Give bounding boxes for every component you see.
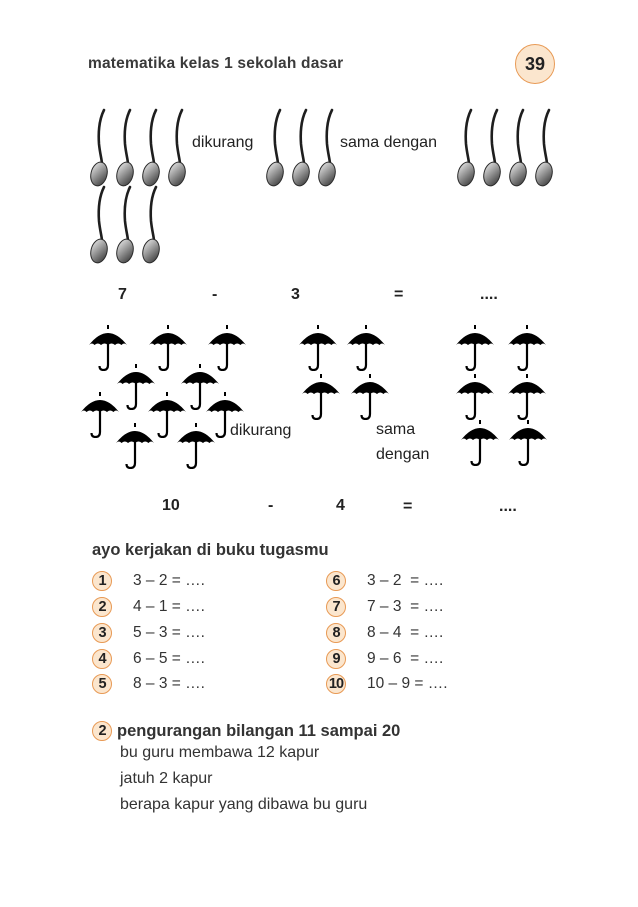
- header-title: matematika kelas 1 sekolah dasar: [88, 55, 344, 72]
- exercise-text: 7 – 3 = ….: [367, 598, 444, 615]
- exercise-item: [326, 648, 443, 670]
- umbrella-icon: [347, 325, 385, 370]
- exercise-number: 3: [92, 623, 112, 643]
- umbrella-icon: [299, 325, 337, 370]
- exercise-text: 3 – 2 = ….: [133, 572, 205, 589]
- exercise-number: 8: [326, 623, 346, 643]
- umbrella-eq-10: 10: [162, 497, 180, 514]
- umbrella-eq-answer: ....: [499, 498, 517, 515]
- exercise-item: [92, 570, 205, 592]
- umbrella-icon: [461, 420, 499, 465]
- umbrella-eq-4: 4: [336, 497, 345, 514]
- section-number: 2: [92, 721, 112, 741]
- exercise-number: 2: [92, 597, 112, 617]
- exercise-item: [326, 570, 443, 592]
- umbrella-group-6: [456, 325, 547, 465]
- umbrella-equals-label-line1: sama: [376, 421, 416, 438]
- umbrella-icon: [508, 325, 546, 370]
- umbrella-icon: [148, 392, 186, 437]
- umbrella-icon: [116, 423, 154, 468]
- exercise-text: 8 – 4 = ….: [367, 624, 444, 641]
- exercise-text: 5 – 3 = ….: [133, 624, 205, 641]
- exercise-text: 8 – 3 = ….: [133, 675, 205, 692]
- umbrella-icon: [117, 364, 155, 409]
- exercise-number: 5: [92, 674, 112, 694]
- umbrella-icon: [81, 392, 119, 437]
- umbrella-group-4: [299, 325, 389, 419]
- story-line: berapa kapur yang dibawa bu guru: [120, 796, 368, 813]
- umbrella-equals-label-line2: dengan: [376, 446, 430, 463]
- umbrella-icon: [508, 374, 546, 419]
- umbrella-icon: [456, 374, 494, 419]
- umbrella-icon: [149, 325, 187, 370]
- exercise-item: [326, 622, 443, 644]
- exercise-item: [92, 648, 205, 670]
- spoon-eq-equals: =: [394, 286, 404, 303]
- exercise-number: 1: [92, 571, 112, 591]
- spoon-eq-7: 7: [118, 286, 127, 303]
- exercise-text: 6 – 5 = ….: [133, 650, 205, 667]
- spoon-eq-3: 3: [291, 286, 300, 303]
- spoon-eq-answer: ....: [480, 286, 498, 303]
- spoon-minus-label: dikurang: [192, 134, 254, 151]
- story-line: bu guru membawa 12 kapur: [120, 744, 320, 761]
- spoon-equals-label: sama dengan: [340, 134, 437, 151]
- umbrella-icon: [181, 364, 219, 409]
- exercise-number: 6: [326, 571, 346, 591]
- exercise-item: [92, 596, 205, 618]
- umbrella-eq-minus: -: [268, 497, 274, 514]
- section-heading: [92, 719, 400, 743]
- exercise-item: [92, 673, 205, 695]
- umbrella-icon: [208, 325, 246, 370]
- umbrella-eq-equals: =: [403, 498, 413, 515]
- exercise-text: 10 – 9 = ….: [367, 675, 448, 692]
- exercise-number: 10: [326, 674, 346, 694]
- section-title: pengurangan bilangan 11 sampai 20: [117, 721, 401, 740]
- exercise-number: 4: [92, 649, 112, 669]
- exercise-item: [326, 596, 443, 618]
- exercise-number: 9: [326, 649, 346, 669]
- umbrella-icon: [351, 374, 389, 419]
- umbrella-icon: [509, 420, 547, 465]
- exercise-number: 7: [326, 597, 346, 617]
- exercise-title: ayo kerjakan di buku tugasmu: [92, 541, 329, 559]
- page-number-badge: 39: [515, 44, 555, 84]
- umbrella-icon: [456, 325, 494, 370]
- spoon-eq-minus: -: [212, 286, 218, 303]
- story-line: jatuh 2 kapur: [120, 770, 213, 787]
- exercise-item: [326, 673, 448, 695]
- exercise-text: 3 – 2 = ….: [367, 572, 444, 589]
- umbrella-icon: [89, 325, 127, 370]
- exercise-text: 9 – 6 = ….: [367, 650, 444, 667]
- exercise-item: [92, 622, 205, 644]
- umbrella-group-10: [81, 325, 246, 468]
- umbrella-icon: [302, 374, 340, 419]
- umbrella-minus-label: dikurang: [230, 422, 292, 439]
- umbrella-icon: [177, 423, 215, 468]
- exercise-text: 4 – 1 = ….: [133, 598, 205, 615]
